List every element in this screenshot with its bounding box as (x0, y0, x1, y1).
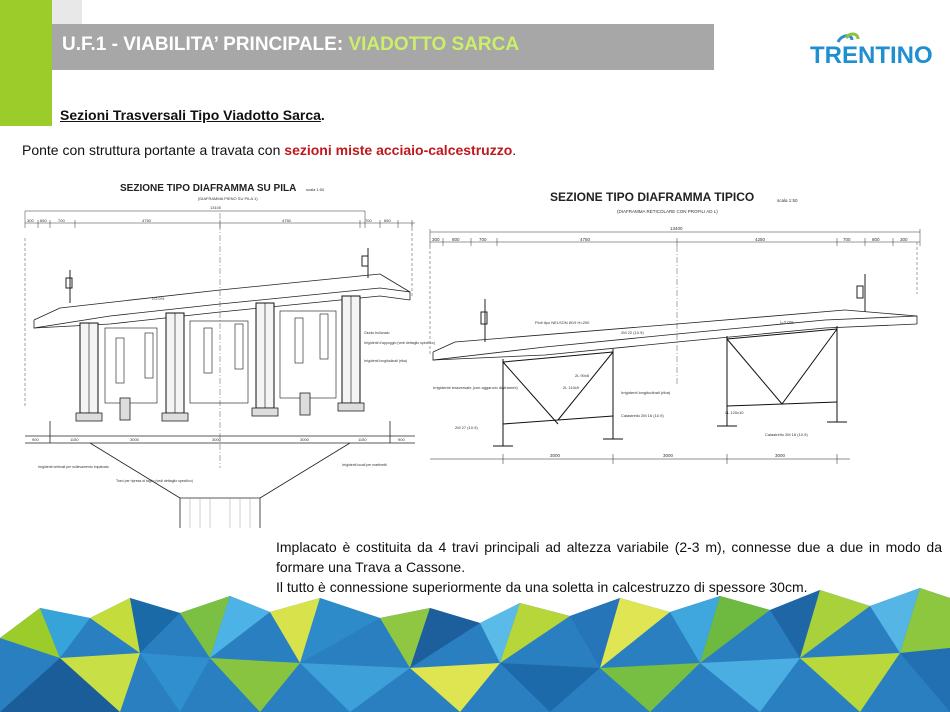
left-dim-4: 4750 (142, 218, 151, 223)
right-callout-4: 2L 110x9 (563, 385, 580, 390)
corner-tab (52, 0, 82, 24)
drawing-right-title: SEZIONE TIPO DIAFRAMMA TIPICO (550, 190, 755, 204)
title-highlight: VIADOTTO SARCA (348, 34, 520, 55)
right-dim-3: 700 (479, 237, 487, 242)
right-dim-2: 800 (452, 237, 460, 242)
intro-text (22, 142, 516, 158)
left-dim-5: 4750 (282, 218, 291, 223)
left-bdim-7: 900 (398, 437, 405, 442)
left-callout-5: Irrigidenti locali per martinetti (342, 463, 387, 467)
right-callout-1: Pioli tipo NELSON Ø19 H=200 (535, 320, 590, 325)
logo-text: TRENTINO (810, 42, 933, 69)
accent-strip (0, 0, 52, 126)
right-dim-4: 4750 (580, 237, 591, 242)
right-slope: i=2.0% (780, 320, 794, 325)
description-line-1: Implacato è costituita da 4 travi principali ad altezza variabile (2-3 m), connesse due a due in modo da formare una Trava a Cassone. (276, 539, 942, 575)
right-total-width: 13400 (670, 226, 683, 231)
right-bdim-3: 3000 (775, 453, 786, 458)
subtitle-suffix: . (320, 107, 325, 123)
right-dim-1: 300 (432, 237, 440, 242)
drawing-left-scale: scala 1:50 (306, 187, 325, 192)
title-bar (52, 24, 714, 70)
right-callout-10: Calastrello 2M 16 (10.9) (765, 432, 808, 437)
left-slope: i=2.0% (152, 296, 165, 301)
left-callout-1: Giunto bullonato (364, 331, 390, 335)
left-bdim-2: 1150 (70, 437, 79, 442)
left-callout-6: Travi per ripresa di taglio (vedi dettaglio specifico) (116, 479, 193, 483)
left-dim-3: 700 (58, 218, 65, 223)
left-dim-1: 300 (27, 218, 34, 223)
left-dim-2: 650 (40, 218, 47, 223)
left-callout-2: Irrigidenti d'appoggio (vedi dettaglio specifico) (364, 341, 435, 345)
left-dim-6: 700 (365, 218, 372, 223)
left-bdim-5: 3000 (300, 437, 309, 442)
trentino-logo (808, 30, 933, 74)
left-bdim-4: 3000 (212, 437, 221, 442)
drawing-right-scale: scala 1:50 (777, 198, 798, 203)
right-bdim-1: 3000 (550, 453, 561, 458)
left-callout-3: Irrigidenti longitudinali (riba) (364, 359, 407, 363)
right-dim-5: 4250 (755, 237, 766, 242)
right-dim-8: 300 (900, 237, 908, 242)
right-dim-7: 800 (872, 237, 880, 242)
left-bdim-6: 1150 (358, 437, 367, 442)
subtitle-text: Sezioni Trasversali Tipo Viadotto Sarca (60, 107, 321, 123)
left-bdim-1: 900 (32, 437, 39, 442)
intro-before: Ponte con struttura portante a travata con (22, 142, 285, 158)
right-callout-5: Irrigidente trasversale (con aggancio diaframmi) (433, 385, 518, 390)
right-bdim-2: 3000 (663, 453, 674, 458)
left-callout-4: Irrigidenti verticali per sollevamento impalcato (38, 465, 109, 469)
intro-after: . (512, 142, 517, 158)
decorative-mountain-footer (0, 578, 950, 712)
left-dim-7: 650 (384, 218, 391, 223)
right-callout-2: 2M 22 (10.9) (621, 330, 644, 335)
left-total-width: 13100 (210, 205, 222, 210)
page-title (62, 34, 519, 56)
right-callout-9: 2L 120x10 (725, 410, 744, 415)
title-prefix: U.F.1 - VIABILITA’ PRINCIPALE: (62, 34, 349, 55)
right-callout-7: Calastrello 2M 16 (10.9) (621, 413, 664, 418)
section-drawing-pier-diaphragm (20, 178, 435, 528)
right-callout-6: Irrigidenti longitudinali (riba) (621, 390, 671, 395)
drawing-left-subtitle: (DIAFRAMMA PIENO SU PILA 1) (198, 196, 258, 201)
right-callout-8: 2M 27 (10.9) (455, 425, 478, 430)
left-bdim-3: 3000 (130, 437, 139, 442)
right-callout-3: 2L 90x6 (575, 373, 590, 378)
drawing-right-subtitle: (DIAFRAMMA RETICOLARE CON PROFILI AD L) (617, 209, 718, 214)
section-drawing-typical-diaphragm (425, 184, 935, 474)
drawing-left-title: SEZIONE TIPO DIAFRAMMA SU PILA (120, 183, 297, 194)
description-line-2: Il tutto è connessione superiormente da una soletta in calcestruzzo di spessore 30cm. (276, 579, 808, 595)
intro-emphasis: sezioni miste acciaio-calcestruzzo (284, 142, 513, 158)
section-subtitle (60, 107, 325, 123)
right-dim-6: 700 (843, 237, 851, 242)
